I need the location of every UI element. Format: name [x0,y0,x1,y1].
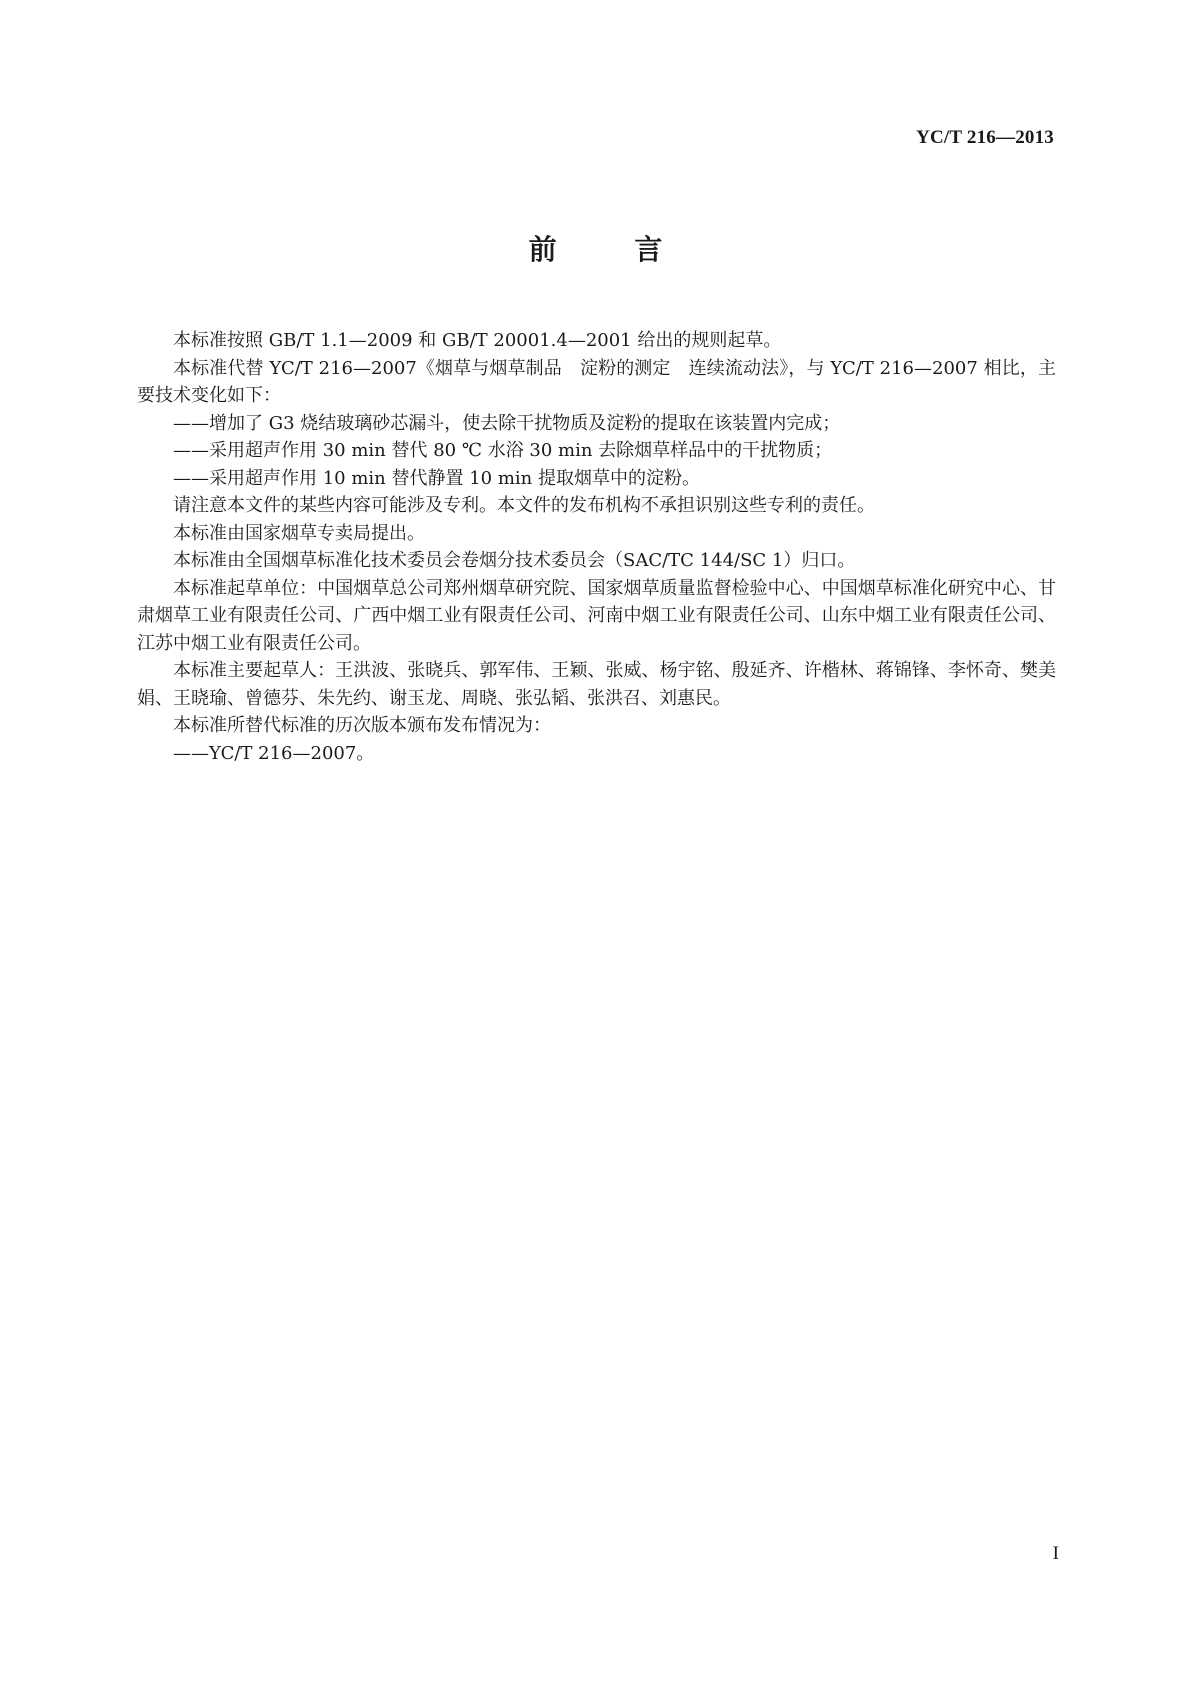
list-item-previous-edition: ——YC/T 216—2007。 [173,742,375,764]
paragraph-replacement: 本标准代替 YC/T 216—2007《烟草与烟草制品 淀粉的测定 连续流动法》，与 YC/T 216—2007 相比，主要技术变化如下： [137,357,1056,406]
paragraph-previous-editions: 本标准所替代标准的历次版本颁布发布情况为： [173,715,551,736]
page-number: I [1052,1543,1059,1564]
list-item-change-1: ——增加了 G3 烧结玻璃砂芯漏斗，使去除干扰物质及淀粉的提取在该装置内完成； [173,412,841,434]
standard-code: YC/T 216—2013 [916,127,1054,148]
document-body [137,327,1056,767]
paragraph-proposed-by: 本标准由国家烟草专卖局提出。 [173,522,425,544]
paragraph-drafting-units: 本标准起草单位：中国烟草总公司郑州烟草研究院、国家烟草质量监督检验中心、中国烟草标准化研究中心、甘肃烟草工业有限责任公司、广西中烟工业有限责任公司、河南中烟工业有限责任公司、山东中烟工业有限责任公司、江苏中烟工业有限责任公司。 [137,577,1056,654]
paragraph-drafting-rules: 本标准按照 GB/T 1.1—2009 和 GB/T 20001.4—2001 给出的规则起草。 [173,330,782,351]
paragraph-patent-notice: 请注意本文件的某些内容可能涉及专利。本文件的发布机构不承担识别这些专利的责任。 [173,495,875,516]
list-item-change-3: ——采用超声作用 10 min 替代静置 10 min 提取烟草中的淀粉。 [173,467,700,489]
list-item-change-2: ——采用超声作用 30 min 替代 80 ℃ 水浴 30 min 去除烟草样品中的干扰物质； [173,440,833,461]
paragraph-centralized-by: 本标准由全国烟草标准化技术委员会卷烟分技术委员会（SAC/TC 144/SC 1）归口。 [173,550,856,571]
page-title: 前 言 [528,233,697,266]
paragraph-drafters: 本标准主要起草人：王洪波、张晓兵、郭军伟、王颖、张威、杨宇铭、殷延齐、许楷林、蒋锦锋、李怀奇、樊美娟、王晓瑜、曾德芬、朱先约、谢玉龙、周晓、张弘韬、张洪召、刘惠民。 [137,660,1056,709]
